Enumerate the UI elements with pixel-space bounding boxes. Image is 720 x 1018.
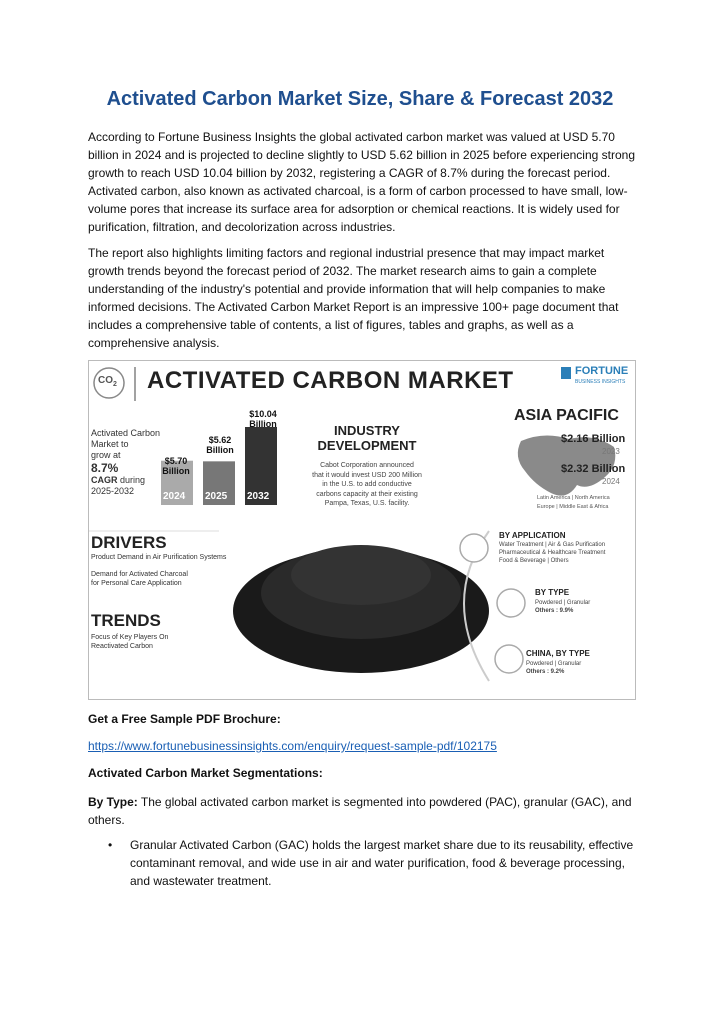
bar-year-2032: 2032 <box>247 491 270 502</box>
segmentation-heading: Activated Carbon Market Segmentations: <box>88 766 323 780</box>
market-infographic <box>88 360 636 700</box>
bar-label-2025: $5.62 Billion <box>206 435 234 455</box>
type-icon <box>497 589 525 617</box>
by-type-text: The global activated carbon market is segmented into powdered (PAC), granular (GAC), and others. <box>88 795 632 827</box>
drivers-title: DRIVERS <box>91 533 167 552</box>
growth-line: grow at <box>91 450 121 460</box>
asia-value-2023: $2.16 Billion <box>561 433 626 445</box>
page-title: Activated Carbon Market Size, Share & Forecast 2032 <box>106 88 614 110</box>
asia-pacific-title: ASIA PACIFIC <box>514 407 619 424</box>
sample-heading: Get a Free Sample PDF Brochure: <box>88 712 281 726</box>
cagr-during: during <box>117 475 146 485</box>
asia-value-2024: $2.32 Billion <box>561 463 626 475</box>
growth-text <box>91 428 160 497</box>
growth-line: Market to <box>91 439 129 449</box>
trends-title: TRENDS <box>91 611 161 630</box>
driver-item: Product Demand in Air Purification Systems <box>91 554 227 561</box>
other-regions-2: Europe | Middle East & Africa <box>537 504 609 510</box>
growth-rate: 8.7% <box>91 461 119 475</box>
industry-development-title: INDUSTRY DEVELOPMENT <box>317 423 417 453</box>
infographic-headline: ACTIVATED CARBON MARKET <box>147 367 514 394</box>
bar-year-2025: 2025 <box>205 491 228 502</box>
by-type-list: Powdered | Granular Others : 9.9% <box>535 600 591 614</box>
application-icon <box>460 534 488 562</box>
co2-label: $CO_2$ <box>98 375 117 388</box>
by-application-title: BY APPLICATION <box>499 531 566 540</box>
fortune-logo-icon <box>561 367 571 379</box>
list-item-text: Granular Activated Carbon (GAC) holds the largest market share due to its reusability, effective contaminant removal, and wide use in air and water purification, food & beverage processing, and wastewater treatment. <box>130 838 634 888</box>
bar-label-2032: $10.04 Billion <box>249 409 277 429</box>
by-application-list: Water Treatment | Air & Gas Purification Pharmaceutical & Healthcare Treatment Food & Beverage | Others <box>499 542 606 564</box>
bar-year-2024: 2024 <box>163 491 186 502</box>
cagr-label: CAGR <box>91 475 118 485</box>
cagr-period: 2025-2032 <box>91 486 135 496</box>
by-type-label: By Type: <box>88 795 138 809</box>
by-type-title: BY TYPE <box>535 588 570 597</box>
bullet-icon: • <box>108 838 113 852</box>
china-by-type-title: CHINA, BY TYPE <box>526 649 590 658</box>
other-regions-1: Latin America | North America <box>537 495 610 501</box>
china-by-type-list: Powdered | Granular Others : 9.2% <box>526 661 582 675</box>
intro-paragraph: According to Fortune Business Insights the global activated carbon market was valued at USD 5.70 billion in 2024 and is projected to decline slightly to USD 5.62 billion in 2025 before experiencing strong growth to reach USD 10.04 billion by 2032, registering a CAGR of 8.7% during the forecast period. Activated carbon, also known as activated charcoal, is a form of carbon processed to have small, low-volume pores that increase its surface area for adsorption or chemical reactions. It is widely used for purification, filtration, and decolorization across industries. <box>88 130 636 234</box>
industry-development-text: Cabot Corporation announced that it would invest USD 200 Million in the U.S. to add conductive carbons capacity at their existing Pampa, Texas, U.S. facility. <box>312 462 422 507</box>
asia-year-2023: 2023 <box>602 447 620 456</box>
driver-item: Demand for Activated Charcoal for Personal Care Application <box>91 571 188 587</box>
report-paragraph: The report also highlights limiting factors and regional industrial presence that may impact market growth trends beyond the forecast period of 2032. The market research aims to gain a complete understanding of the industry's potential and provide information that will help companies to make informed decisions. The Activated Carbon Market Report is an impressive 100+ page document that includes a comprehensive table of contents, a list of figures, tables and graphs, as well as a comprehensive analysis. <box>88 246 619 350</box>
asia-year-2024: 2024 <box>602 477 620 486</box>
growth-line: Activated Carbon <box>91 428 161 438</box>
by-type-paragraph <box>88 793 636 829</box>
trend-item: Focus of Key Players On Reactivated Carbon <box>91 634 169 650</box>
brand-name: FORTUNE <box>575 365 629 377</box>
china-map-icon <box>495 645 523 673</box>
brand-subtitle: BUSINESS INSIGHTS <box>575 379 626 385</box>
bar-label-2024: $5.70 Billion <box>162 456 190 476</box>
sample-pdf-link[interactable]: https://www.fortunebusinessinsights.com/enquiry/request-sample-pdf/102175 <box>88 739 497 753</box>
